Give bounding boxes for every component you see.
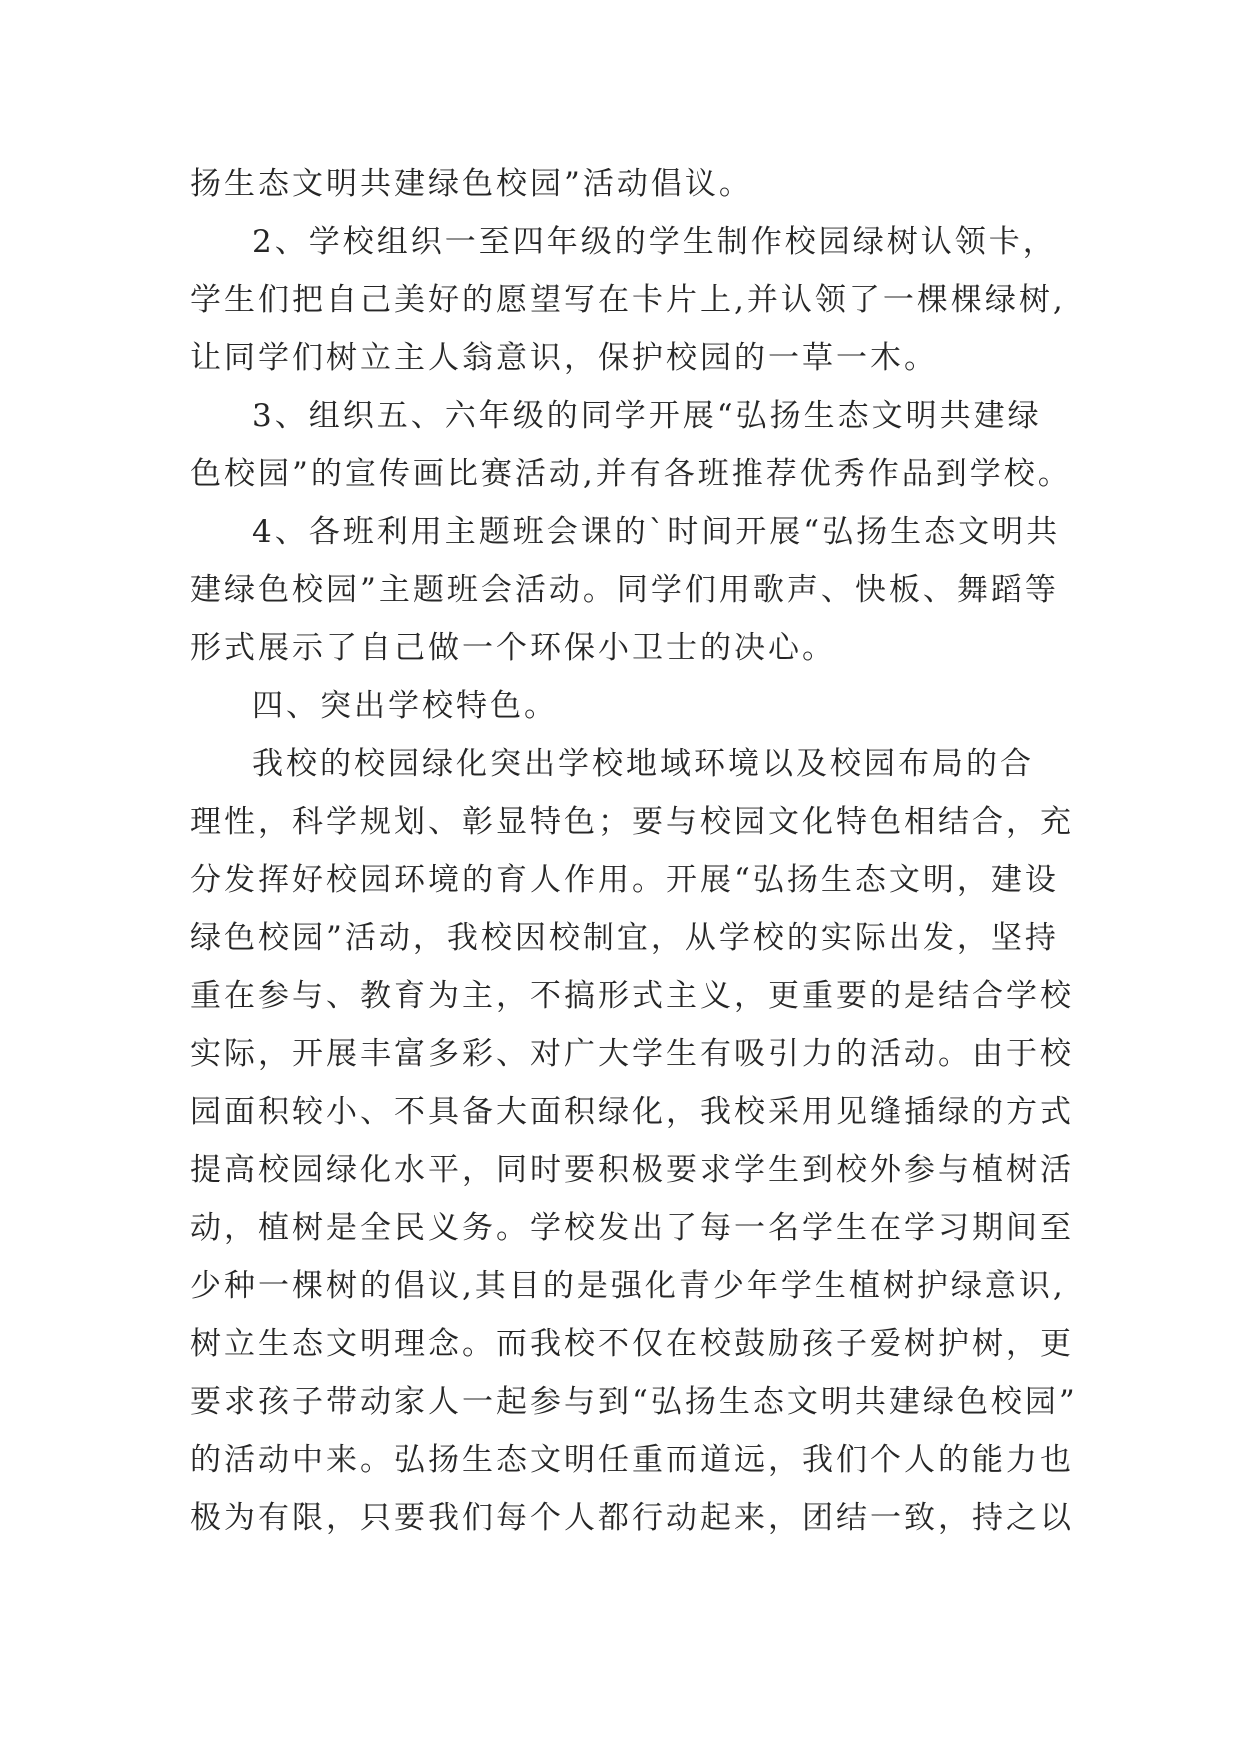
text-line: 要求孩子带动家人一起参与到“弘扬生态文明共建绿色校园”	[190, 1384, 1078, 1420]
text-line: 的活动中来。弘扬生态文明任重而道远，我们个人的能力也	[190, 1442, 1074, 1478]
text-line: 树立生态文明理念。而我校不仅在校鼓励孩子爱树护树，更	[190, 1326, 1074, 1362]
text-line: 极为有限，只要我们每个人都行动起来，团结一致，持之以	[190, 1500, 1074, 1536]
text-line: 形式展示了自己做一个环保小卫士的决心。	[190, 630, 836, 666]
text-line: 色校园”的宣传画比赛活动,并有各班推荐优秀作品到学校。	[190, 456, 1072, 492]
text-line: 实际，开展丰富多彩、对广大学生有吸引力的活动。由于校	[190, 1036, 1074, 1072]
text-line: 提高校园绿化水平，同时要积极要求学生到校外参与植树活	[190, 1152, 1074, 1188]
text-line: 2、学校组织一至四年级的学生制作校园绿树认领卡，	[252, 224, 1057, 260]
text-line: 园面积较小、不具备大面积绿化，我校采用见缝插绿的方式	[190, 1094, 1074, 1130]
document-body	[190, 155, 1078, 1547]
text-line: 绿色校园”活动，我校因校制宜，从学校的实际出发，坚持	[190, 920, 1059, 956]
text-line: 3、组织五、六年级的同学开展“弘扬生态文明共建绿	[252, 398, 1042, 434]
text-line: 动，植树是全民义务。学校发出了每一名学生在学习期间至	[190, 1210, 1074, 1246]
text-line: 我校的校园绿化突出学校地域环境以及校园布局的合	[252, 746, 1034, 782]
text-line: 重在参与、教育为主，不搞形式主义，更重要的是结合学校	[190, 978, 1074, 1014]
text-line: 理性，科学规划、彰显特色；要与校园文化特色相结合，充	[190, 804, 1074, 840]
text-line: 分发挥好校园环境的育人作用。开展“弘扬生态文明，建设	[190, 862, 1059, 898]
text-line: 4、各班利用主题班会课的`时间开展“弘扬生态文明共	[252, 514, 1061, 550]
text-line: 扬生态文明共建绿色校园”活动倡议。	[190, 166, 753, 202]
text-line: 四、突出学校特色。	[252, 688, 558, 724]
text-line: 少种一棵树的倡议,其目的是强化青少年学生植树护绿意识,	[190, 1268, 1066, 1304]
text-line: 让同学们树立主人翁意识，保护校园的一草一木。	[190, 340, 938, 376]
text-line: 建绿色校园”主题班会活动。同学们用歌声、快板、舞蹈等	[190, 572, 1059, 608]
text-line: 学生们把自己美好的愿望写在卡片上,并认领了一棵棵绿树,	[190, 282, 1066, 318]
